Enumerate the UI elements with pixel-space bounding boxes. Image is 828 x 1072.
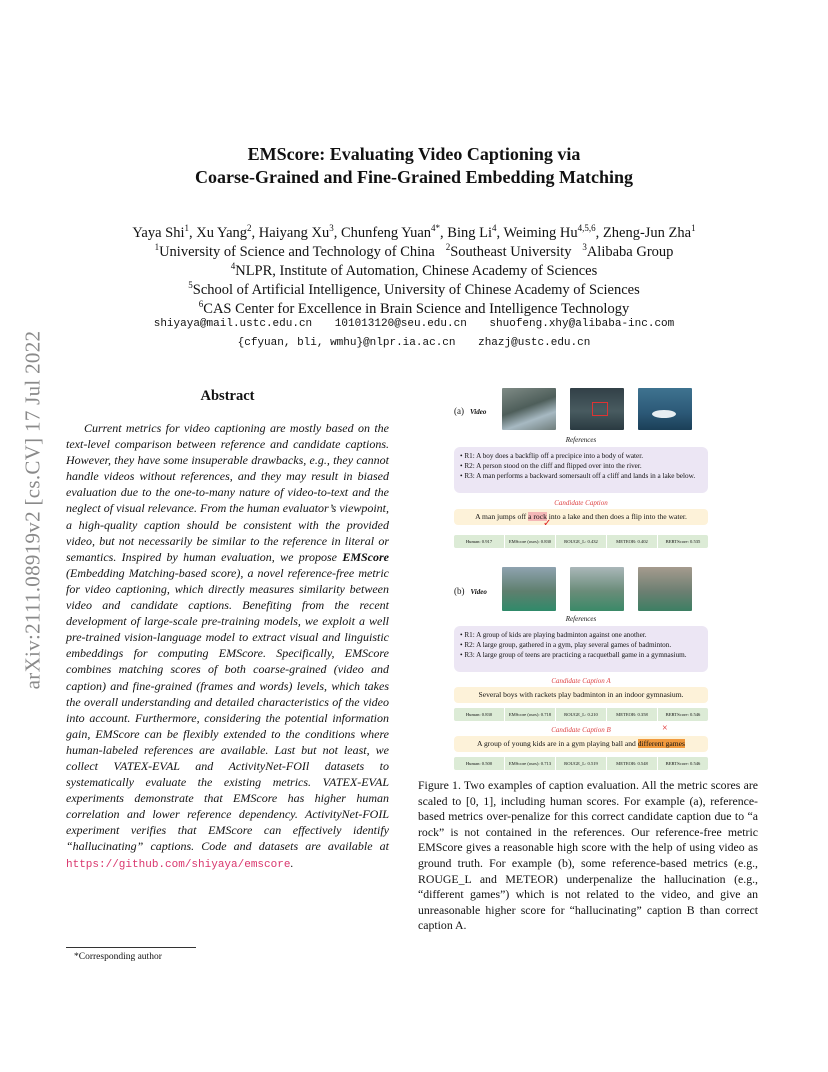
candidate-caption-heading: Candidate Caption (554, 499, 608, 507)
highlighted-phrase: a rock (528, 512, 547, 521)
video-frame (638, 567, 692, 611)
email[interactable]: shiyaya@mail.ustc.edu.cn (153, 318, 313, 330)
email[interactable]: 101013120@seu.edu.cn (334, 318, 467, 330)
affiliation-2: Southeast University (450, 243, 572, 260)
email[interactable]: zhazj@ustc.edu.cn (478, 337, 591, 349)
author: Zheng-Jun Zha$^1$ (602, 223, 696, 241)
code-link[interactable]: https://github.com/shiyaya/emscore (66, 858, 291, 871)
abstract-heading: Abstract (200, 388, 255, 404)
references-heading: References (565, 615, 597, 623)
video-frame (502, 567, 556, 611)
score-cell: ROUGE_L: 0.519 (556, 757, 607, 770)
reference-item: • R3: A large group of teens are practicing a racquetball game in a gymnasium. (460, 651, 687, 659)
affiliations-line-1: $^1$University of Science and Technology of China $^2$Southeast University $^3$Alibaba Group (154, 242, 674, 260)
reference-item: • R2: A person stood on the cliff and flipped over into the river. (460, 462, 642, 470)
check-icon: ✓ (543, 518, 552, 529)
reference-item: • R1: A boy does a backflip off a precipice into a body of water. (460, 452, 644, 460)
figure-caption: Figure 1. Two examples of caption evaluation. All the metric scores are scaled to [0, 1], including human scores. For example (a), reference-based metrics over-penalize for this correct candidate caption due to “a rock” is not contained in the references. Our reference-free metric EMScore gives a reasonable high score with the help of using video as ground truth. For example (b), some reference-based metrics (e.g., ROUGE_L and METEOR) underpenalize the hallucination (e.g., “different games”) which is not related to the video, and give an unreasonable higher score for “hallucinating” caption B than correct caption A. (418, 778, 758, 933)
example-b-label: (b) Video (454, 586, 487, 596)
score-cell: METEOR: 0.358 (607, 708, 658, 721)
author: Weiming Hu$^{4,5,6}$ (503, 223, 596, 241)
reference-item: • R2: A large group, gathered in a gym, play several games of badminton. (460, 641, 672, 649)
highlighted-phrase: different games (637, 739, 686, 748)
candidate-caption-a: A man jumps off a rock into a lake and then does a flip into the water. (454, 509, 708, 525)
video-frame (570, 567, 624, 611)
score-cell: BERTScore: 0.535 (665, 539, 701, 544)
author-list: Yaya Shi$^1$, Xu Yang$^2$, Haiyang Xu$^3$, Chunfeng Yuan$^{4*}$, Bing Li$^4$, Weiming Hu$^{4,5,6}$, Zheng-Jun Zha$^1$ (132, 223, 696, 241)
candidate-caption-b-heading: Candidate Caption B (551, 726, 611, 734)
author: Yaya Shi$^1$ (132, 223, 189, 241)
score-cell: Human: 0.500 (454, 757, 505, 770)
score-cell: ROUGE_L: 0.432 (556, 535, 607, 548)
affiliation-6: CAS Center for Excellence in Brain Science and Intelligence Technology (203, 300, 630, 317)
references-heading: References (565, 436, 597, 444)
figure-1 (418, 380, 758, 775)
email-row-1 (0, 318, 828, 330)
highlight-box-icon (592, 402, 608, 416)
paper-title-line-1: EMScore: Evaluating Video Captioning via (247, 144, 581, 164)
candidate-caption-b-a: Several boys with rackets play badminton in an indoor gymnasium. (454, 687, 708, 703)
splash-shape (652, 410, 676, 418)
author: Haiyang Xu$^3$ (258, 223, 334, 241)
affiliation-4: NLPR, Institute of Automation, Chinese Academy of Sciences (235, 262, 598, 279)
video-frame (502, 388, 556, 430)
author: Xu Yang$^2$ (196, 223, 252, 241)
score-cell: EMScore (ours): 0.718 (505, 708, 556, 721)
affiliations-line-3: $^5$School of Artificial Intelligence, University of Chinese Academy of Sciences (188, 280, 640, 298)
reference-item: • R3: A man performs a backward somersault off a cliff and lands in a lake below. (460, 472, 696, 480)
affiliations-line-2: $^4$NLPR, Institute of Automation, Chinese Academy of Sciences (230, 261, 598, 279)
affiliation-5: School of Artificial Intelligence, University of Chinese Academy of Sciences (192, 281, 640, 298)
affiliation-1: University of Science and Technology of China (159, 243, 435, 260)
score-cell: METEOR: 0.402 (607, 535, 658, 548)
author: Bing Li$^4$ (447, 223, 497, 241)
email[interactable]: shuofeng.xhy@alibaba-inc.com (489, 318, 675, 330)
arxiv-stamp (10, 300, 56, 720)
candidate-caption-b-b: A group of young kids are in a gym playing ball and different games (454, 736, 708, 752)
score-cell: METEOR: 0.548 (607, 757, 658, 770)
video-frame (570, 388, 624, 430)
candidate-caption-a-heading: Candidate Caption A (551, 677, 611, 685)
footnote-rule (66, 947, 196, 948)
abstract-body: Current metrics for video captioning are mostly based on the text-level comparison between reference and candidate captions. However, they have some insuperable drawbacks, e.g., they cannot handle videos without references, and they may result in biased evaluation due to the one-to-many nature of video-to-text and the neglect of visual relevance. From the human evaluator’s viewpoint, a high-quality caption should be consistent with the provided video, but not necessarily be similar to the reference in literal or semantics. Inspired by human evaluation, we propose EMScore (Embedding Matching-based score), a novel reference-free metric for video captioning, which directly measures similarity between video and candidate captions. Benefiting from the recent development of large-scale pre-training models, we exploit a well pre-trained vision-language model to extract visual and linguistic embeddings for computing EMScore. Specifically, EMScore combines matching scores of both coarse-grained (video and caption) and fine-grained (frames and words) levels, which takes the overall understanding and detailed characteristics of the video into account. Furthermore, considering the potential information gain, EMScore can be flexibly extended to the conditions where human-labeled references are available. Last but not least, we collect VATEX-EVAL and ActivityNet-FOIl datasets to systematically evaluate the existing metrics. VATEX-EVAL experiments demonstrate that EMScore has higher human correlation and lower reference dependency. ActivityNet-FOIL experiment verifies that EMScore can effectively identify “hallucinating” captions. Code and datasets are available at https://github.com/shiyaya/emscore. (66, 421, 389, 871)
example-a-label: (a) Video (454, 406, 487, 416)
score-bar-b-a (454, 708, 708, 721)
email[interactable]: {cfyuan, bli, wmhu}@nlpr.ia.ac.cn (237, 337, 456, 349)
score-cell: Human: 0.830 (454, 708, 505, 721)
paper-title-line-2: Coarse-Grained and Fine-Grained Embedding Matching (194, 167, 634, 187)
score-cell: BERTScore: 0.546 (665, 712, 701, 717)
references-box-a (454, 447, 708, 493)
score-cell: EMScore (ours): 0.713 (505, 757, 556, 770)
references-box-b (454, 626, 708, 672)
author: Chunfeng Yuan$^{4*}$ (340, 223, 441, 241)
affiliations-line-4: $^6$CAS Center for Excellence in Brain Science and Intelligence Technology (198, 299, 630, 317)
cross-icon: × (662, 723, 668, 734)
score-cell: ROUGE_L: 0.210 (556, 708, 607, 721)
email-row-2 (0, 337, 828, 349)
arxiv-identifier: arXiv:2111.08919v2 [cs.CV] 17 Jul 2022 (20, 330, 45, 690)
footnote: *Corresponding author (74, 952, 162, 962)
score-cell: Human: 0.917 (454, 535, 505, 548)
score-bar-b-b (454, 757, 708, 770)
score-cell: EMScore (ours): 0.830 (505, 535, 556, 548)
video-frame (638, 388, 692, 430)
score-cell: BERTScore: 0.546 (665, 761, 701, 766)
score-bar-a (454, 535, 708, 548)
reference-item: • R1: A group of kids are playing badminton against one another. (460, 631, 647, 639)
affiliation-3: Alibaba Group (586, 243, 674, 260)
emscore-term: EMScore (342, 549, 389, 564)
